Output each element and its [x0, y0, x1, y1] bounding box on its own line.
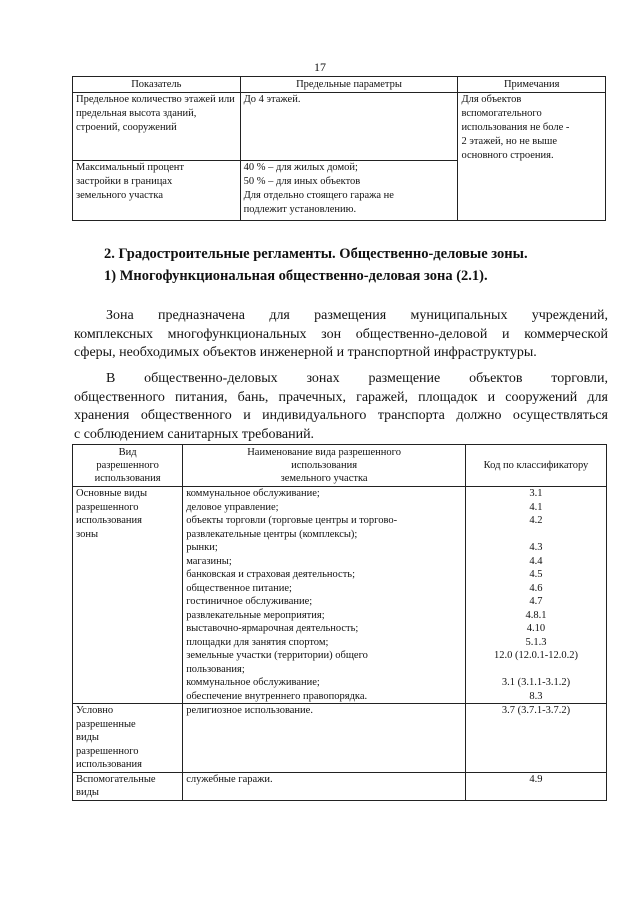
paragraph-line: сферы, необходимых объектов инженерной и транспортной инфраструктуры. — [74, 345, 537, 360]
cell-line: использования — [76, 515, 142, 526]
use-name-cell — [183, 704, 466, 773]
header-line: использования — [94, 473, 161, 484]
cell-line: гостиничное обслуживание; — [186, 596, 313, 607]
cell-line: обеспечение внутреннего правопорядка. — [186, 690, 368, 702]
cell-line: магазины; — [186, 555, 232, 567]
cell-line: 4.7 — [529, 596, 543, 607]
header-line: разрешенного — [96, 460, 159, 471]
cell-line: 40 % – для жилых домой; — [243, 162, 358, 173]
cell-line: виды — [76, 787, 99, 798]
cell-line: земельные участки (территории) общего — [186, 650, 368, 661]
cell-line: религиозное использование. — [186, 705, 313, 716]
cell-line: 4.1 — [529, 501, 543, 513]
paragraph-line: комплексных многофункциональных зон общественно-деловой и коммерческой — [74, 326, 608, 342]
page-number: 17 — [314, 60, 326, 74]
header-line: Код по классификатору — [483, 460, 589, 471]
table-row — [73, 704, 607, 773]
column-header: Примечания — [458, 77, 606, 93]
table-header-row — [73, 445, 607, 487]
cell-line: Для объектов — [461, 94, 522, 105]
cell-line: объекты торговли (торговые центры и торгово- — [186, 515, 398, 526]
cell-line: разрешенного — [76, 501, 139, 513]
cell-line: основного строения. — [461, 150, 554, 161]
cell-line: Для отдельно стоящего гаража не — [243, 190, 394, 201]
cell-line: 4.10 — [526, 623, 546, 634]
use-type-cell — [73, 772, 183, 800]
cell-line: этажей или предельная — [76, 94, 235, 119]
zone-description-paragraph — [74, 307, 608, 363]
cell-line: площадки для занятия спортом; — [186, 636, 329, 648]
cell-line: 50 % – для иных объектов — [243, 176, 361, 187]
classifier-code-cell — [465, 772, 606, 800]
parameters-table — [72, 76, 606, 221]
cell-line: Максимальный процент — [76, 162, 184, 173]
cell-line: вспомогательного — [461, 108, 542, 119]
column-header-type — [73, 445, 183, 487]
use-name-cell — [183, 772, 466, 800]
cell-line: пользования; — [186, 663, 245, 675]
paragraph-line: с соблюдением санитарных требований. — [74, 426, 315, 442]
cell-line: развлекательные мероприятия; — [186, 609, 325, 621]
indicator-cell — [73, 93, 241, 161]
paragraph-line: Зона предназначена для размещения муниципальных учреждений, — [106, 308, 608, 323]
cell-line: 3.1 (3.1.1-3.1.2) — [501, 677, 571, 688]
use-type-cell — [73, 704, 183, 773]
cell-line: Предельное количество — [76, 94, 182, 105]
cell-line: Вспомогательные — [76, 773, 156, 785]
cell-line: высота зданий, строений, — [76, 108, 197, 133]
cell-line — [469, 528, 603, 542]
cell-line: До 4 этажей. — [243, 94, 301, 105]
cell-line: развлекательные центры (комплексы); — [186, 528, 358, 540]
column-header: Предельные параметры — [240, 77, 458, 93]
header-line: земельного участка — [280, 473, 368, 484]
cell-line: деловое управление; — [186, 501, 279, 513]
table-header-row — [73, 77, 606, 93]
column-header-name — [183, 445, 466, 487]
params-cell — [240, 161, 458, 221]
cell-line: выставочно-ярмарочная деятельность; — [186, 623, 359, 634]
header-line: Наименование вида разрешенного — [247, 447, 401, 458]
header-line: Вид — [118, 447, 137, 458]
permitted-use-table — [72, 444, 607, 801]
subsection-heading: 1) Многофункциональная общественно-деловая зона (2.1). — [104, 268, 488, 284]
cell-line: разрешенные — [76, 718, 136, 730]
notes-cell — [458, 93, 606, 221]
cell-line: виды — [76, 732, 99, 743]
column-header: Показатель — [73, 77, 241, 93]
cell-line: земельного участка — [76, 190, 163, 201]
paragraph-line: хранения общественного и индивидуального транспорта должно осуществляться — [74, 408, 608, 423]
cell-line: общественное питание; — [186, 582, 292, 594]
cell-line: коммунальное обслуживание; — [186, 677, 320, 688]
cell-line: 3.1 — [529, 488, 543, 499]
cell-line: 4.8.1 — [525, 609, 547, 621]
column-header-code — [465, 445, 606, 487]
cell-line: банковская и страховая деятельность; — [186, 569, 356, 580]
cell-line: подлежит установлению. — [243, 204, 357, 215]
header-line: использования — [291, 460, 358, 471]
paragraph-line: В общественно-деловых зонах размещение объектов торговли, — [106, 371, 608, 386]
cell-line: Основные виды — [76, 488, 148, 499]
cell-line: 4.6 — [529, 582, 543, 594]
cell-line: зоны — [76, 528, 99, 540]
cell-line: 4.5 — [529, 569, 543, 580]
cell-line: служебные гаражи. — [186, 773, 273, 785]
cell-line: Условно — [76, 705, 114, 716]
table-row — [73, 487, 607, 704]
indicator-cell — [73, 161, 241, 221]
sanitary-requirements-paragraph — [74, 370, 608, 444]
classifier-code-cell — [465, 704, 606, 773]
cell-line: разрешенного — [76, 745, 139, 757]
cell-line: 2 этажей, но не выше — [461, 136, 557, 147]
cell-line: 5.1.3 — [525, 636, 547, 648]
cell-line: 4.9 — [529, 773, 543, 785]
cell-line: сооружений — [122, 122, 177, 133]
cell-line: коммунальное обслуживание; — [186, 488, 320, 499]
paragraph-line: общественного питания, бань, прачечных, гаражей, площадок и сооружений для — [74, 389, 608, 405]
cell-line: 12.0 (12.0.1-12.0.2) — [493, 650, 578, 661]
use-type-cell — [73, 487, 183, 704]
params-cell — [240, 93, 458, 161]
table-row — [73, 772, 607, 800]
table-row — [73, 93, 606, 161]
cell-line: использования — [76, 759, 142, 770]
cell-line — [469, 663, 603, 677]
cell-line: рынки; — [186, 542, 218, 553]
cell-line: 4.3 — [529, 542, 543, 553]
classifier-code-cell — [465, 487, 606, 704]
cell-line: 4.2 — [529, 515, 543, 526]
section-heading: 2. Градостроительные регламенты. Общественно-деловые зоны. — [104, 246, 528, 262]
cell-line: застройки в границах — [76, 176, 173, 187]
use-name-cell — [183, 487, 466, 704]
cell-line: 4.4 — [529, 555, 543, 567]
cell-line: использования не боле - — [461, 122, 570, 133]
cell-line: 8.3 — [529, 690, 543, 702]
cell-line: 3.7 (3.7.1-3.7.2) — [501, 705, 571, 716]
